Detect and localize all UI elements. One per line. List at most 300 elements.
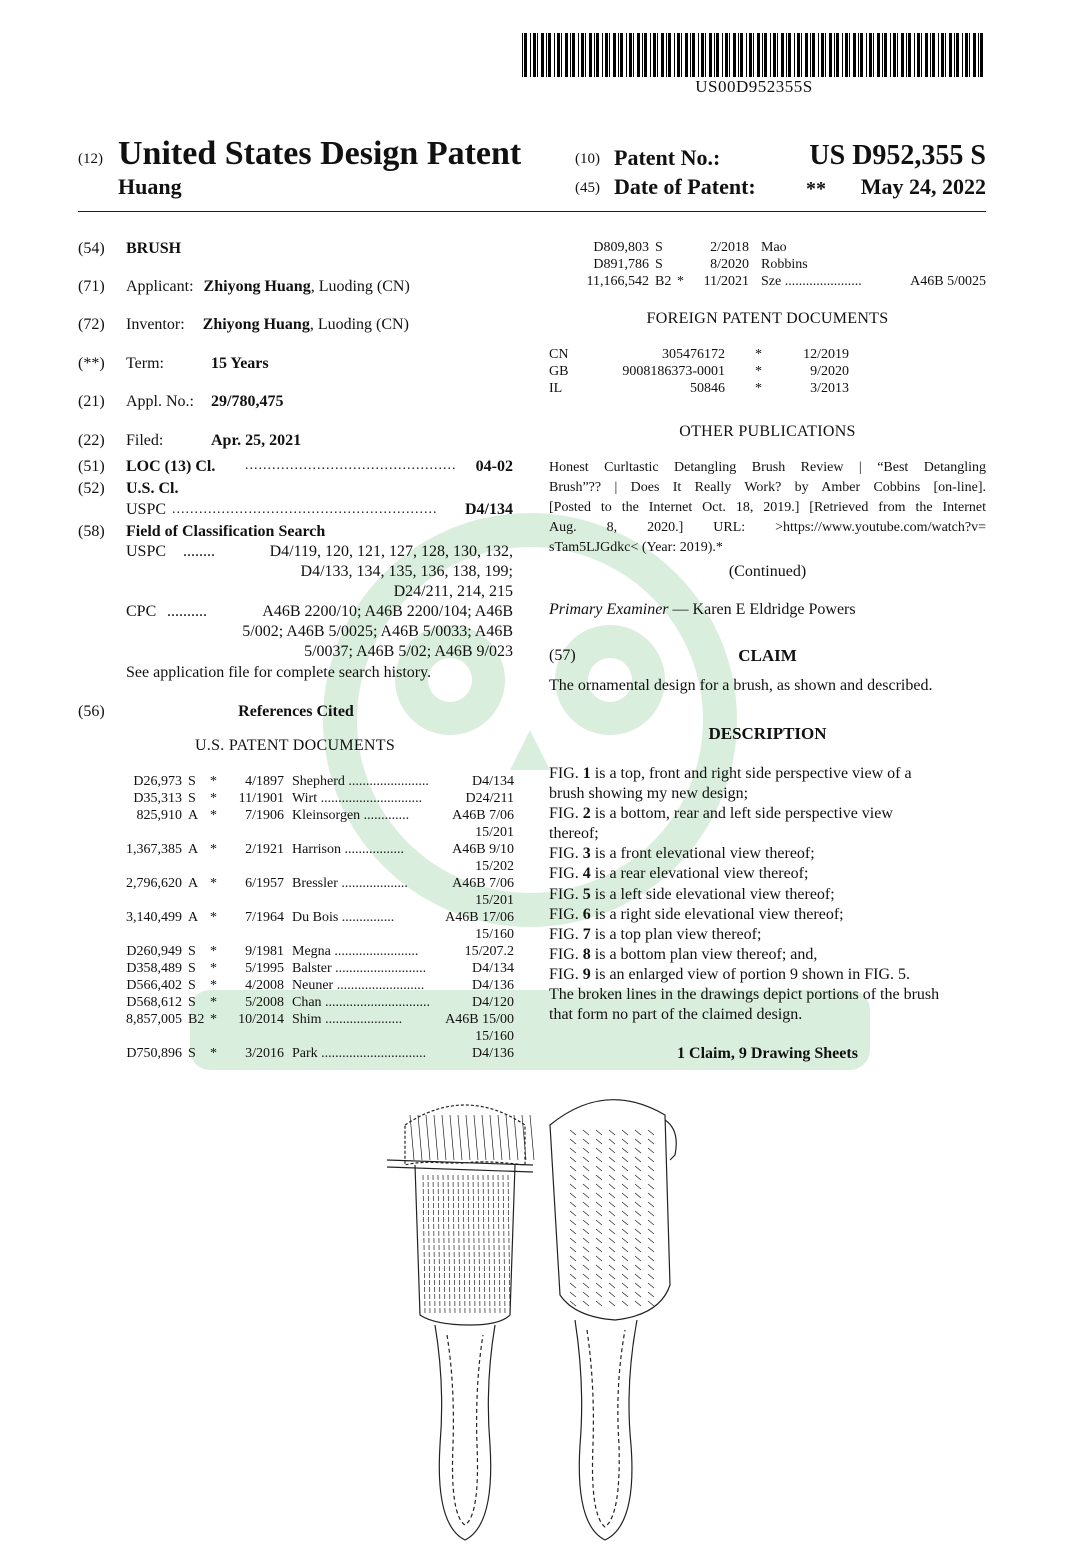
reference-row-cont [100,926,514,943]
barcode-bar [705,33,706,77]
barcode-bar [954,33,955,77]
inventor-place: , Luoding (CN) [309,316,409,333]
figure-line [549,905,986,925]
examiner-sep: — [668,601,693,618]
field-cpc-2: 5/002; A46B 5/0025; A46B 5/0033; A46B [242,623,513,640]
ref-name: Robbins [761,257,808,272]
ref-class: 15/207.2 [464,944,514,959]
ref-class-secondary: 15/160 [475,1029,514,1044]
ref-kind: A [188,842,199,857]
foreign-country: IL [549,381,563,396]
barcode-bar [629,33,632,77]
code-45: (45) [575,180,600,196]
fig-prefix: FIG. [549,945,583,963]
barcode-bar [764,33,767,77]
field-uspc-label: USPC [126,543,167,560]
barcode-bar [805,33,808,77]
applicant-code: (71) [78,278,105,295]
barcode-bar [866,33,867,77]
claim-heading: CLAIM [738,646,797,665]
barcode-bar [770,33,771,77]
field-cpc-label: CPC [126,603,157,620]
barcode-bar [853,33,856,77]
foreign-number: 305476172 [662,347,725,362]
uscl-label: U.S. Cl. [126,480,179,497]
barcode-bar [941,33,944,77]
reference-row-cont [100,892,514,909]
barcode-bar [530,33,531,77]
ref-date: 7/1906 [245,808,284,823]
barcode-bar [738,33,739,77]
appl-label: Appl. No.: [126,393,194,410]
barcode-bar [522,33,523,77]
other-pubs-heading: OTHER PUBLICATIONS [679,423,856,440]
ref-star: * [677,274,684,289]
ref-star: * [210,876,217,891]
ref-kind: S [188,791,196,806]
field-note: See application file for complete search history. [126,664,432,681]
barcode-bar [701,33,704,77]
barcode-bar [773,33,776,77]
ref-class: D4/120 [472,995,514,1010]
inventor-name: Zhiyong Huang [202,316,310,333]
fig-prefix: FIG. [549,865,583,883]
other-pub-line: [Posted to the Internet Oct. 18, 2019.] [Retrieved from the Internet [549,500,986,515]
barcode-bar [548,33,551,77]
ref-date: 7/1964 [245,910,284,925]
barcode-bar [757,33,760,77]
barcode-bar [585,33,586,77]
barcode-bar [812,33,815,77]
foreign-row [549,346,849,363]
barcode-bar [882,33,883,77]
uscl-code: (52) [78,480,105,497]
fig-prefix: FIG. [549,925,583,943]
ref-number: D260,949 [126,944,182,959]
ref-class: A46B 15/00 [445,1012,514,1027]
filed-value: Apr. 25, 2021 [211,432,302,449]
barcode-bar [893,33,896,77]
ref-date: 11/2021 [703,274,749,289]
barcode-bar [589,33,592,77]
barcode-bar [674,33,675,77]
ref-star: * [210,944,217,959]
ref-name: Du Bois ............... [292,910,395,925]
foreign-country: GB [549,364,569,379]
foreign-row [549,380,849,397]
barcode-bar [821,33,824,77]
field-cpc-3: 5/0037; A46B 5/02; A46B 9/023 [304,643,513,660]
patent-number: US D952,355 S [809,140,986,171]
barcode-bar [609,33,610,77]
barcode-bar [746,33,747,77]
fig-number: 6 [582,905,591,923]
barcode-bar [921,33,922,77]
barcode-bar [914,33,915,77]
ref-name: Balster .......................... [292,961,427,976]
ref-kind: S [188,1046,196,1061]
foreign-star: * [755,347,762,362]
barcode-bar [714,33,715,77]
ref-class: D4/134 [472,774,514,789]
other-pub-line: sTam5LJGdkc< (Year: 2019).* [549,540,723,555]
term-code: (**) [78,355,105,372]
other-publication [549,458,986,558]
ref-number: 1,367,385 [126,842,182,857]
barcode-bar [969,33,970,77]
claim-code: (57) [549,647,576,664]
foreign-date: 12/2019 [803,347,849,362]
ref-number: D566,402 [126,978,182,993]
ref-class-secondary: 15/202 [475,859,514,874]
figure-line [549,945,986,965]
barcode-bar [869,33,872,77]
ref-star: * [210,910,217,925]
field-cpc-dots: .......... [167,603,207,620]
barcode-bar [932,33,935,77]
other-pub-line: Honest Curltastic Detangling Brush Review | “Best Detangling [549,460,986,475]
ref-class-secondary: 15/201 [475,893,514,908]
barcode-bar [729,33,730,77]
barcode-bar [801,33,802,77]
foreign-number: 50846 [690,381,725,396]
barcode-bar [877,33,880,77]
fig-text: is a top plan view thereof; [590,925,762,943]
ref-class: A46B 9/10 [452,842,514,857]
ref-class: D4/136 [472,1046,514,1061]
ref-star: * [210,774,217,789]
fig-number: 5 [582,885,591,903]
examiner-name: Karen E Eldridge Powers [692,601,856,618]
barcode-number: US00D952355S [695,77,813,96]
ref-star: * [210,1012,217,1027]
ref-kind: A [188,910,199,925]
figure-line [549,864,986,884]
ref-number: D35,313 [133,791,182,806]
barcode-bar [818,33,819,77]
figure-line [549,804,986,824]
barcode-bar [753,33,754,77]
ref-number: 11,166,542 [586,274,649,289]
barcode-bar [613,33,616,77]
ref-kind: S [188,978,196,993]
barcode-bar [849,33,850,77]
barcode-bar [637,33,640,77]
fig-text: is a front elevational view thereof; [590,845,815,863]
barcode-bar [930,33,931,77]
fig-text: is a top, front and right side perspective view of a [590,765,912,782]
figure-line [549,844,986,864]
barcode-bar [797,33,800,77]
reference-row [549,273,986,290]
reference-row [100,909,514,926]
fig-number: 8 [582,945,591,963]
foreign-star: * [755,381,762,396]
foreign-heading: FOREIGN PATENT DOCUMENTS [646,310,889,327]
fig-number: 7 [582,925,591,943]
barcode-bar [698,33,699,77]
ref-name: Megna ........................ [292,944,419,959]
filed-code: (22) [78,432,105,449]
ref-class [889,239,986,256]
barcode-bar [810,33,811,77]
barcode-bar [605,33,608,77]
barcode-bar [692,33,695,77]
barcode-bar [906,33,907,77]
barcode-bar [917,33,920,77]
ref-kind: S [655,240,663,255]
us-references-table [100,773,514,1062]
ref-date: 2/2018 [710,240,749,255]
barcode-bar [725,33,728,77]
barcode-bar [596,33,599,77]
barcode-bar [873,33,874,77]
barcode-bar [650,33,651,77]
barcode-bar [845,33,848,77]
barcode-bar [973,33,976,77]
ref-star: * [210,1046,217,1061]
field-label: Field of Classification Search [126,523,326,540]
ref-date: 6/1957 [245,876,284,891]
reference-row-cont [100,858,514,875]
fig-prefix: FIG. [549,805,583,823]
ref-number: 825,910 [136,808,182,823]
fig-text: is a right side elevational view thereof; [590,905,844,923]
barcode-bar [668,33,671,77]
foreign-number: 9008186373-0001 [622,364,725,379]
barcode-bar [554,33,555,77]
reference-row [100,943,514,960]
inventor-code: (72) [78,316,105,333]
reference-row-cont [100,824,514,841]
fig-text: is a rear elevational view thereof; [590,865,809,883]
barcode-bar [602,33,603,77]
barcode-bar [633,33,634,77]
ref-name: Chan .............................. [292,995,431,1010]
barcode-bar [644,33,647,77]
barcode-bar [541,33,544,77]
foreign-country: CN [549,347,569,362]
barcode-bar [860,33,863,77]
barcode-bar [740,33,743,77]
ref-star: * [210,995,217,1010]
barcode-bar [709,33,712,77]
barcode-bar [653,33,656,77]
uscl-dots: ........................................................... [172,502,438,517]
fig-text: is a bottom, rear and left side perspective view [590,805,893,823]
ref-kind: S [188,774,196,789]
ref-kind: A [188,876,199,891]
ref-name: Bressler ................... [292,876,408,891]
description-heading: DESCRIPTION [708,724,827,743]
barcode-bar [908,33,911,77]
barcode-bar [749,33,752,77]
fig-prefix: FIG. [549,765,583,782]
barcode-bar [962,33,963,77]
ref-number: D891,786 [593,257,649,272]
barcode-bar [620,33,623,77]
ref-date: 5/2008 [245,995,284,1010]
header-divider [78,211,986,212]
figure-line [549,824,986,844]
barcode-bar [956,33,959,77]
refs-code: (56) [78,703,105,720]
ref-star: * [210,978,217,993]
fig-text: that form no part of the claimed design. [549,1006,803,1024]
field-uspc-dots: ........ [183,543,215,560]
patent-no-label: Patent No.: [614,145,721,170]
barcode-bar [901,33,904,77]
continued-note: (Continued) [728,563,807,580]
ref-class: D24/211 [465,791,514,806]
ref-star [677,239,691,256]
ref-name: Shepherd ....................... [292,774,429,789]
reference-row [100,807,514,824]
fig-text: is a left side elevational view thereof; [590,885,835,903]
field-uspc-3: D24/211, 214, 215 [393,583,513,600]
ref-class: A46B 7/06 [452,808,514,823]
barcode-bar [781,33,784,77]
patent-title: BRUSH [126,240,182,257]
fig-prefix: FIG. [549,965,583,983]
barcode-bar [657,33,658,77]
ref-kind: S [188,944,196,959]
fig-text: thereof; [549,825,599,843]
ref-class: D4/136 [472,978,514,993]
field-uspc-1: D4/119, 120, 121, 127, 128, 130, 132, [269,543,513,560]
foreign-table [549,346,849,397]
ref-kind: S [188,961,196,976]
inventor-label: Inventor: [126,316,185,333]
fig-number: 4 [582,865,591,883]
barcode-bar [618,33,619,77]
examiner-label: Primary Examiner [549,601,669,618]
ref-number: 2,796,620 [126,876,182,891]
barcode-bar [572,33,575,77]
foreign-date: 3/2013 [810,381,849,396]
loc-code: (51) [78,458,105,475]
barcode-bar [890,33,891,77]
reference-row [100,1011,514,1028]
fig-number: 2 [582,805,591,823]
fig-text: brush showing my new design; [549,785,749,803]
ref-star: * [210,808,217,823]
ref-class [889,256,986,273]
applicant [126,278,410,296]
ref-name: Wirt ............................. [292,791,423,806]
barcode-bar [884,33,887,77]
barcode-bar [594,33,595,77]
barcode-bar [578,33,579,77]
claim-text: The ornamental design for a brush, as shown and described. [549,677,933,694]
ref-date: 8/2020 [710,257,749,272]
reference-row [549,239,986,256]
ref-star: * [210,842,217,857]
figure-line [549,764,986,784]
ref-kind: B2 [188,1012,205,1027]
barcode-bar [897,33,898,77]
ref-date: 11/1901 [238,791,284,806]
figure-descriptions [549,764,986,1025]
filed-label: Filed: [126,432,164,449]
ref-date: 5/1995 [245,961,284,976]
ref-name: Shim ...................... [292,1012,403,1027]
ref-star [677,256,691,273]
inventor [126,316,409,334]
barcode-bar [565,33,568,77]
other-pub-line: Aug. 8, 2020.] URL: >https://www.youtube.com/watch?v= [549,520,986,535]
barcode-bar [570,33,571,77]
ref-star: * [210,791,217,806]
fig-text: is an enlarged view of portion 9 shown in FIG. 5. [590,965,910,983]
ref-class: A46B 17/06 [445,910,514,925]
ref-name: Sze ...................... [761,274,862,289]
ref-kind: S [655,257,663,272]
barcode-bar [978,33,979,77]
date-mark: ** [806,178,826,200]
foreign-star: * [755,364,762,379]
ref-number: D568,612 [126,995,182,1010]
ref-star: * [210,961,217,976]
field-uspc-2: D4/133, 134, 135, 136, 138, 199; [300,563,513,580]
barcode-bar [666,33,667,77]
field-code: (58) [78,523,105,540]
uscl-sub: USPC [126,501,167,518]
barcode-bar [557,33,560,77]
ref-kind: S [188,995,196,1010]
reference-row [100,773,514,790]
ref-date: 4/1897 [245,774,284,789]
fig-prefix: FIG. [549,885,583,903]
barcode-bar [546,33,547,77]
barcode-bar [938,33,939,77]
ref-number: D809,803 [593,240,649,255]
foreign-date: 9/2020 [810,364,849,379]
reference-row [100,977,514,994]
barcode-bar [762,33,763,77]
ref-name: Park .............................. [292,1046,427,1061]
figure-line [549,885,986,905]
brush-drawing [375,1085,705,1555]
ref-name: Kleinsorgen ............. [292,808,410,823]
barcode-bar [690,33,691,77]
ref-class-secondary: 15/160 [475,927,514,942]
barcode-bar [788,33,791,77]
us-references-continued [549,239,986,290]
barcode-bar [777,33,778,77]
fig-number: 9 [582,965,591,983]
ref-name: Neuner ......................... [292,978,425,993]
applicant-label: Applicant: [126,278,194,295]
figure-line [549,965,986,985]
barcode-bar [965,33,968,77]
reference-row [100,1045,514,1062]
barcode-bar [581,33,584,77]
term-label: Term: [126,355,164,372]
barcode-bar [794,33,795,77]
barcode-bar [626,33,627,77]
ref-number: D750,896 [126,1046,182,1061]
inventor-surname: Huang [118,174,182,199]
ref-number: D26,973 [133,774,182,789]
reference-row-cont [100,1028,514,1045]
ref-number: 8,857,005 [126,1012,182,1027]
barcode-bar [836,33,839,77]
barcode-bar [834,33,835,77]
doc-type: United States Design Patent [118,135,522,172]
barcode [522,33,986,77]
appl-value: 29/780,475 [211,393,284,410]
